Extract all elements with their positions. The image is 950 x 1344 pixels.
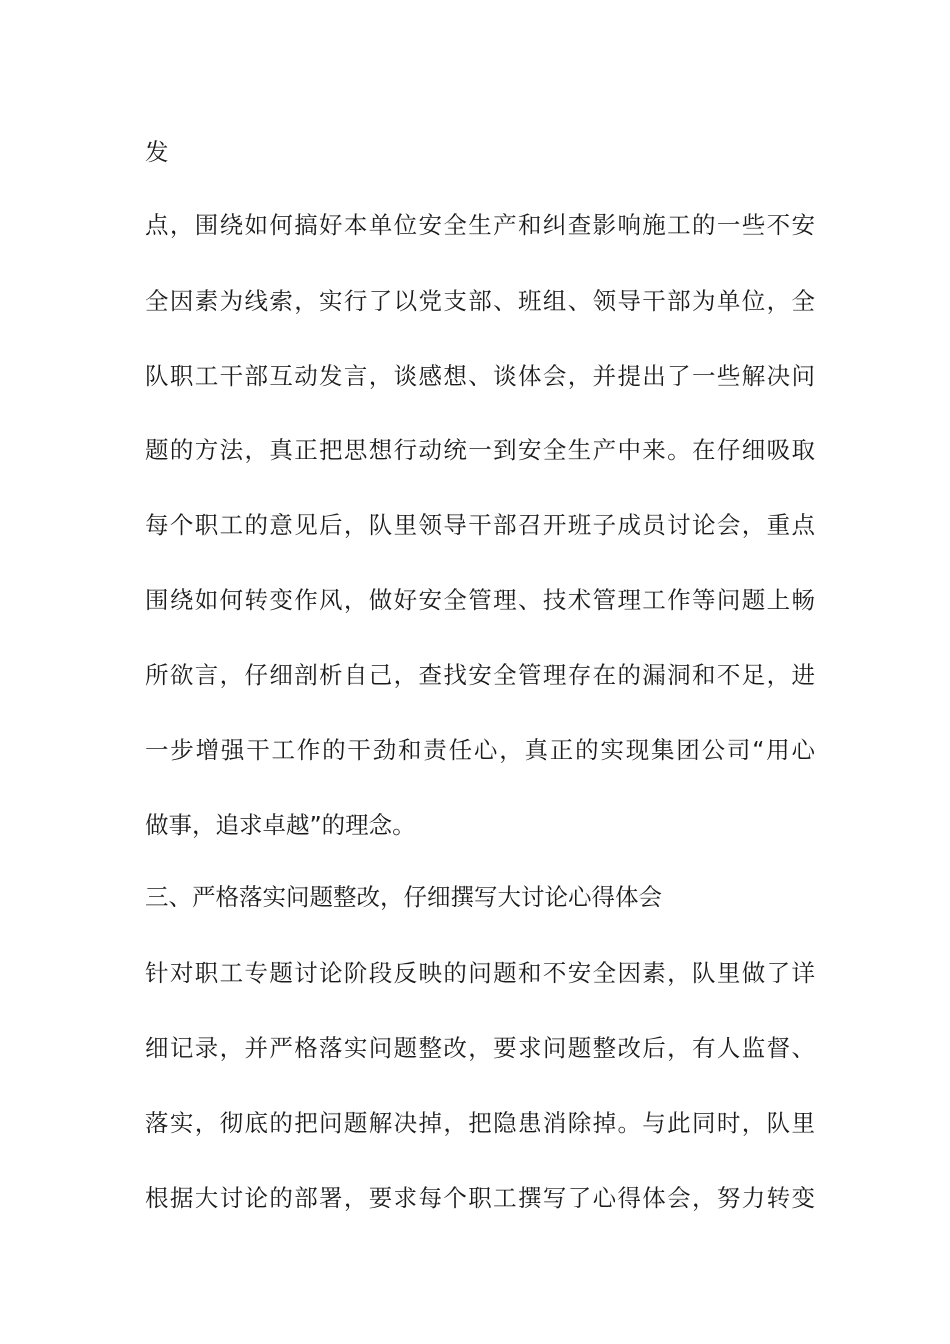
text-line: 每个职工的意见后，队里领导干部召开班子成员讨论会，重点: [145, 511, 815, 539]
text-line: 根据大讨论的部署，要求每个职工撰写了心得体会，努力转变: [145, 1184, 815, 1212]
text-line: 做事，追求卓越”的理念。: [145, 811, 416, 839]
text-line: 队职工干部互动发言，谈感想、谈体会，并提出了一些解决问: [145, 362, 815, 390]
text-line: 细记录，并严格落实问题整改，要求问题整改后，有人监督、: [145, 1034, 815, 1062]
text-line: 针对职工专题讨论阶段反映的问题和不安全因素，队里做了详: [145, 959, 815, 987]
text-line: 围绕如何转变作风，做好安全管理、技术管理工作等问题上畅: [145, 586, 815, 614]
text-line: 发: [145, 138, 169, 166]
text-line: 题的方法，真正把思想行动统一到安全生产中来。在仔细吸取: [145, 436, 815, 464]
text-line: 落实，彻底的把问题解决掉，把隐患消除掉。与此同时，队里: [145, 1109, 815, 1137]
text-line: 全因素为线索，实行了以党支部、班组、领导干部为单位，全: [145, 287, 815, 315]
section-heading: 三、严格落实问题整改，仔细撰写大讨论心得体会: [145, 883, 662, 911]
text-line: 一步增强干工作的干劲和责任心，真正的实现集团公司“用心: [145, 736, 815, 764]
text-line: 所欲言，仔细剖析自己，查找安全管理存在的漏洞和不足，进: [145, 661, 815, 689]
text-line: 点，围绕如何搞好本单位安全生产和纠查影响施工的一些不安: [145, 211, 815, 239]
